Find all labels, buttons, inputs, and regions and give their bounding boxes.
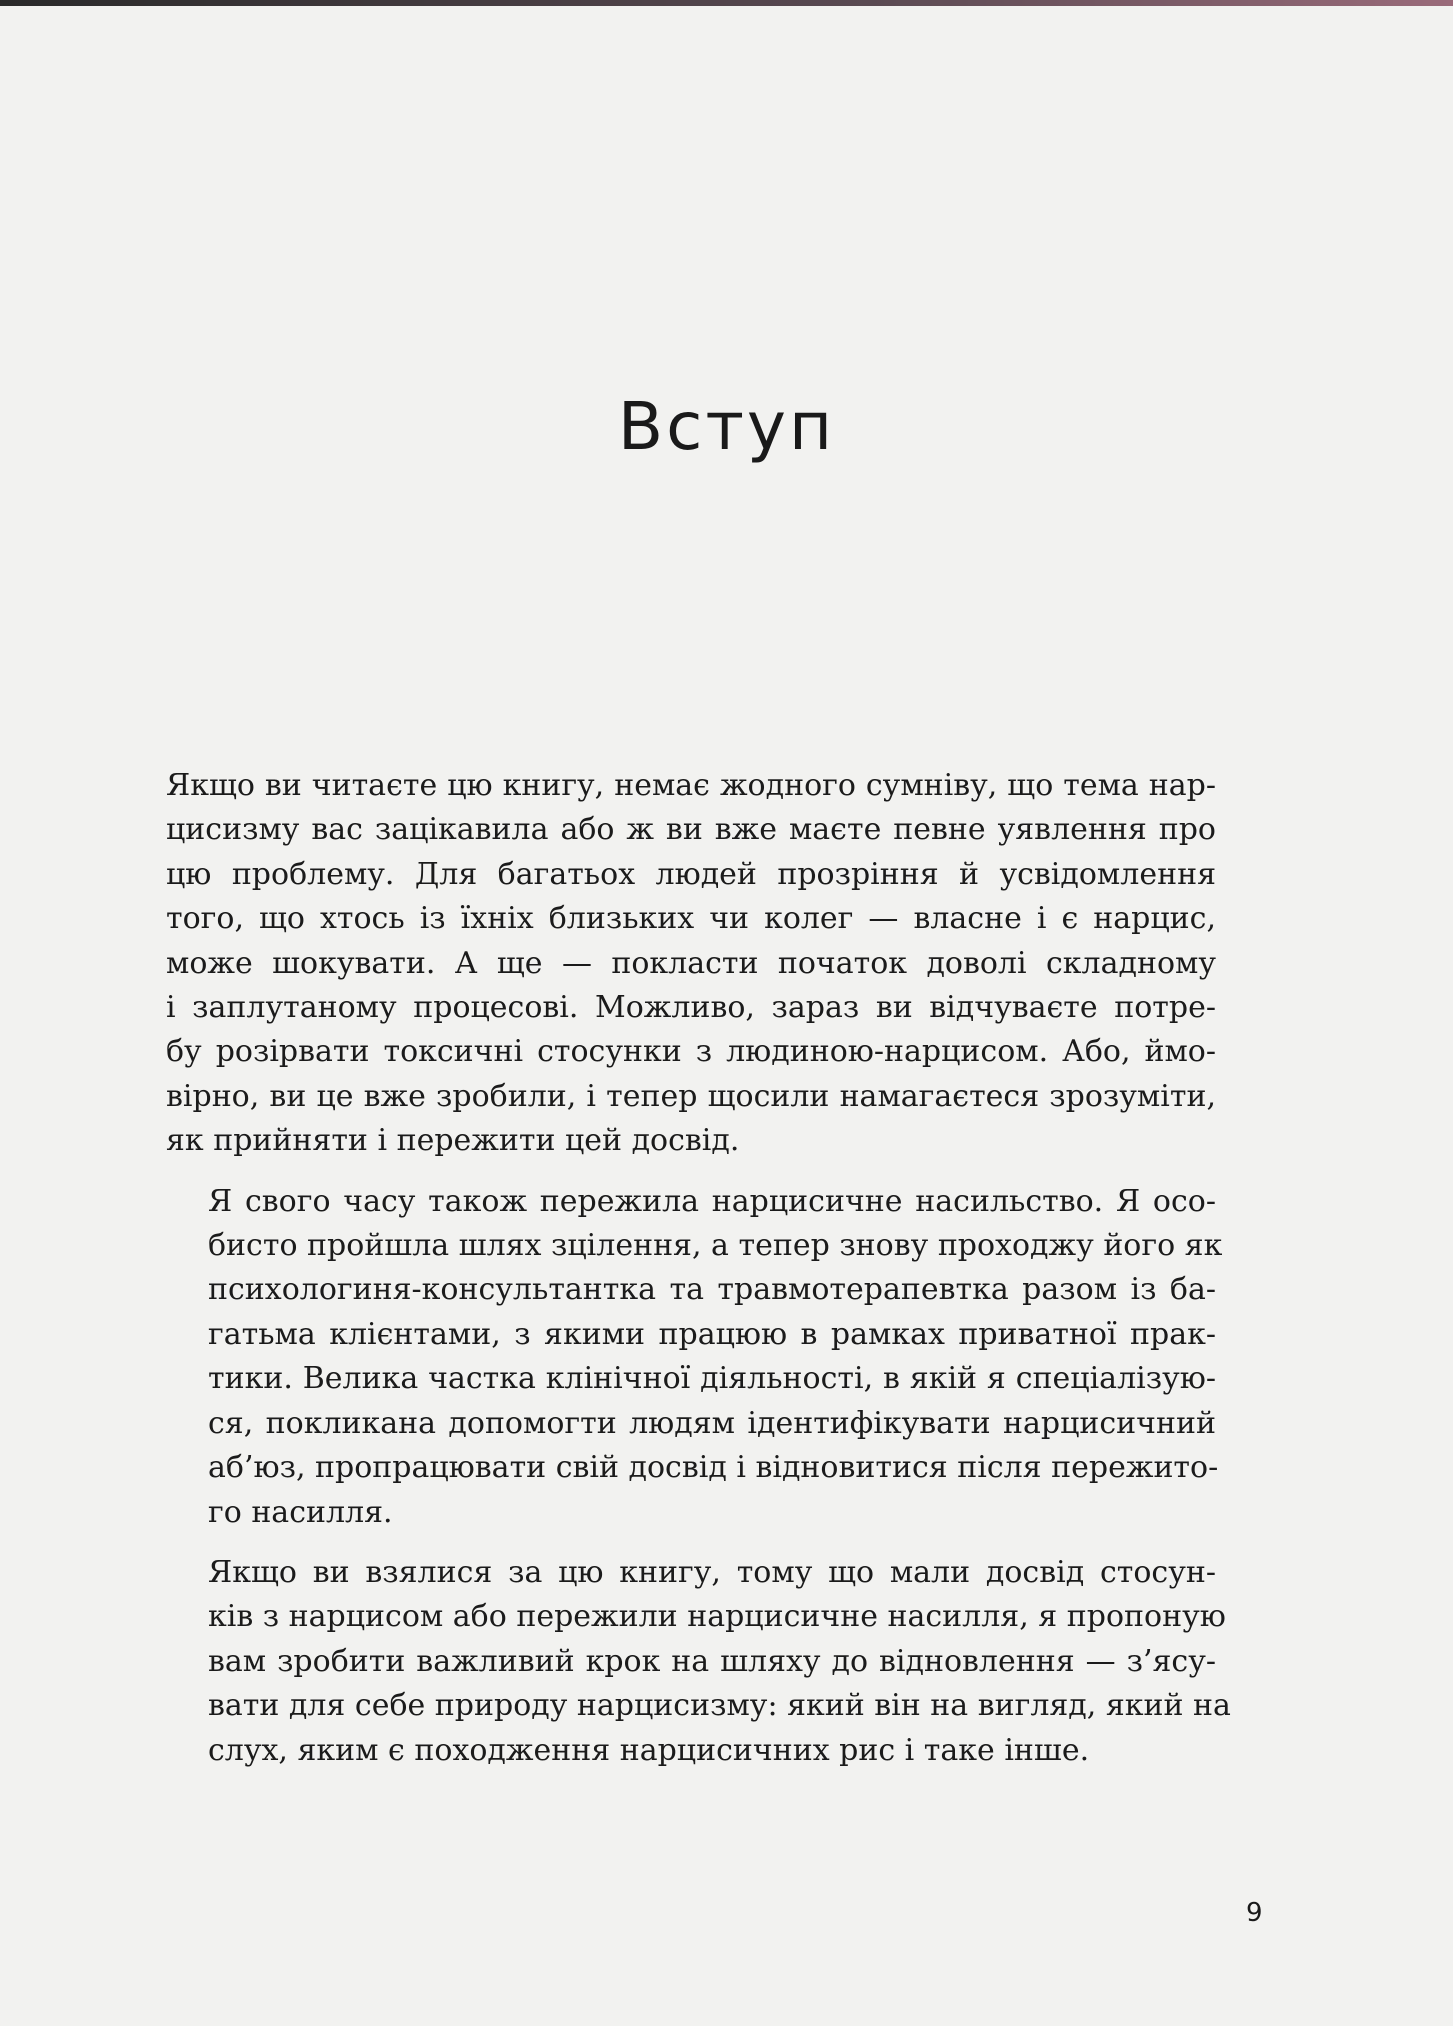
text-line: і заплутаному процесові. Можливо, зараз ви відчуваєте потре- <box>166 990 1216 1026</box>
text-line: тики. Велика частка клінічної діяльності, в якій я спеціалізую- <box>208 1361 1216 1397</box>
paragraph-3 <box>166 1551 1231 1773</box>
text-line: бу розірвати токсичні стосунки з людиною-нарцисом. Або, ймо- <box>166 1034 1216 1070</box>
text-line: вірно, ви це вже зробили, і тепер щосили намагаєтеся зрозуміти, <box>166 1078 1216 1114</box>
page-top-edge <box>0 0 1453 6</box>
text-line: вам зробити важливий крок на шляху до відновлення — з’ясу- <box>208 1643 1216 1679</box>
paragraph-1 <box>166 764 1216 1164</box>
chapter-title: Вступ <box>617 388 836 465</box>
text-line: ся, покликана допомогти людям ідентифікувати нарцисичний <box>208 1405 1216 1441</box>
text-line: того, що хтось із їхніх близьких чи колег — власне і є нарцис, <box>166 901 1216 937</box>
text-line: гатьма клієнтами, з якими працюю в рамках приватної прак- <box>208 1316 1216 1352</box>
text-line: вати для себе природу нарцисизму: який він на вигляд, який на <box>208 1688 1231 1724</box>
text-line: психологиня-консультантка та травмотерапевтка разом із ба- <box>208 1272 1216 1308</box>
text-line: Якщо ви читаєте цю книгу, немає жодного сумніву, що тема нар- <box>166 768 1216 803</box>
text-line: ків з нарцисом або пережили нарцисичне насилля, я пропоную <box>208 1599 1226 1635</box>
text-line: бисто пройшла шлях зцілення, а тепер знову проходжу його як <box>208 1228 1223 1264</box>
paragraph-2 <box>166 1180 1223 1535</box>
text-line: го насилля. <box>208 1494 393 1530</box>
text-line: Якщо ви взялися за цю книгу, тому що мали досвід стосун- <box>208 1554 1216 1590</box>
text-line: як прийняти і пережити цей досвід. <box>166 1123 740 1159</box>
text-line: слух, яким є походження нарцисичних рис і таке інше. <box>208 1732 1090 1768</box>
text-line: цю проблему. Для багатьох людей прозріння й усвідомлення <box>166 856 1216 892</box>
text-line: аб’юз, пропрацювати свій досвід і відновитися після пережито- <box>208 1450 1219 1486</box>
chapter-body <box>166 764 1231 1789</box>
text-line: Я свого часу також пережила нарцисичне насильство. Я осо- <box>208 1183 1216 1219</box>
text-line: цисизму вас зацікавила або ж ви вже маєте певне уявлення про <box>166 812 1216 848</box>
text-line: може шокувати. А ще — покласти початок доволі складному <box>166 945 1216 981</box>
page-number: 9 <box>1246 1898 1263 1928</box>
